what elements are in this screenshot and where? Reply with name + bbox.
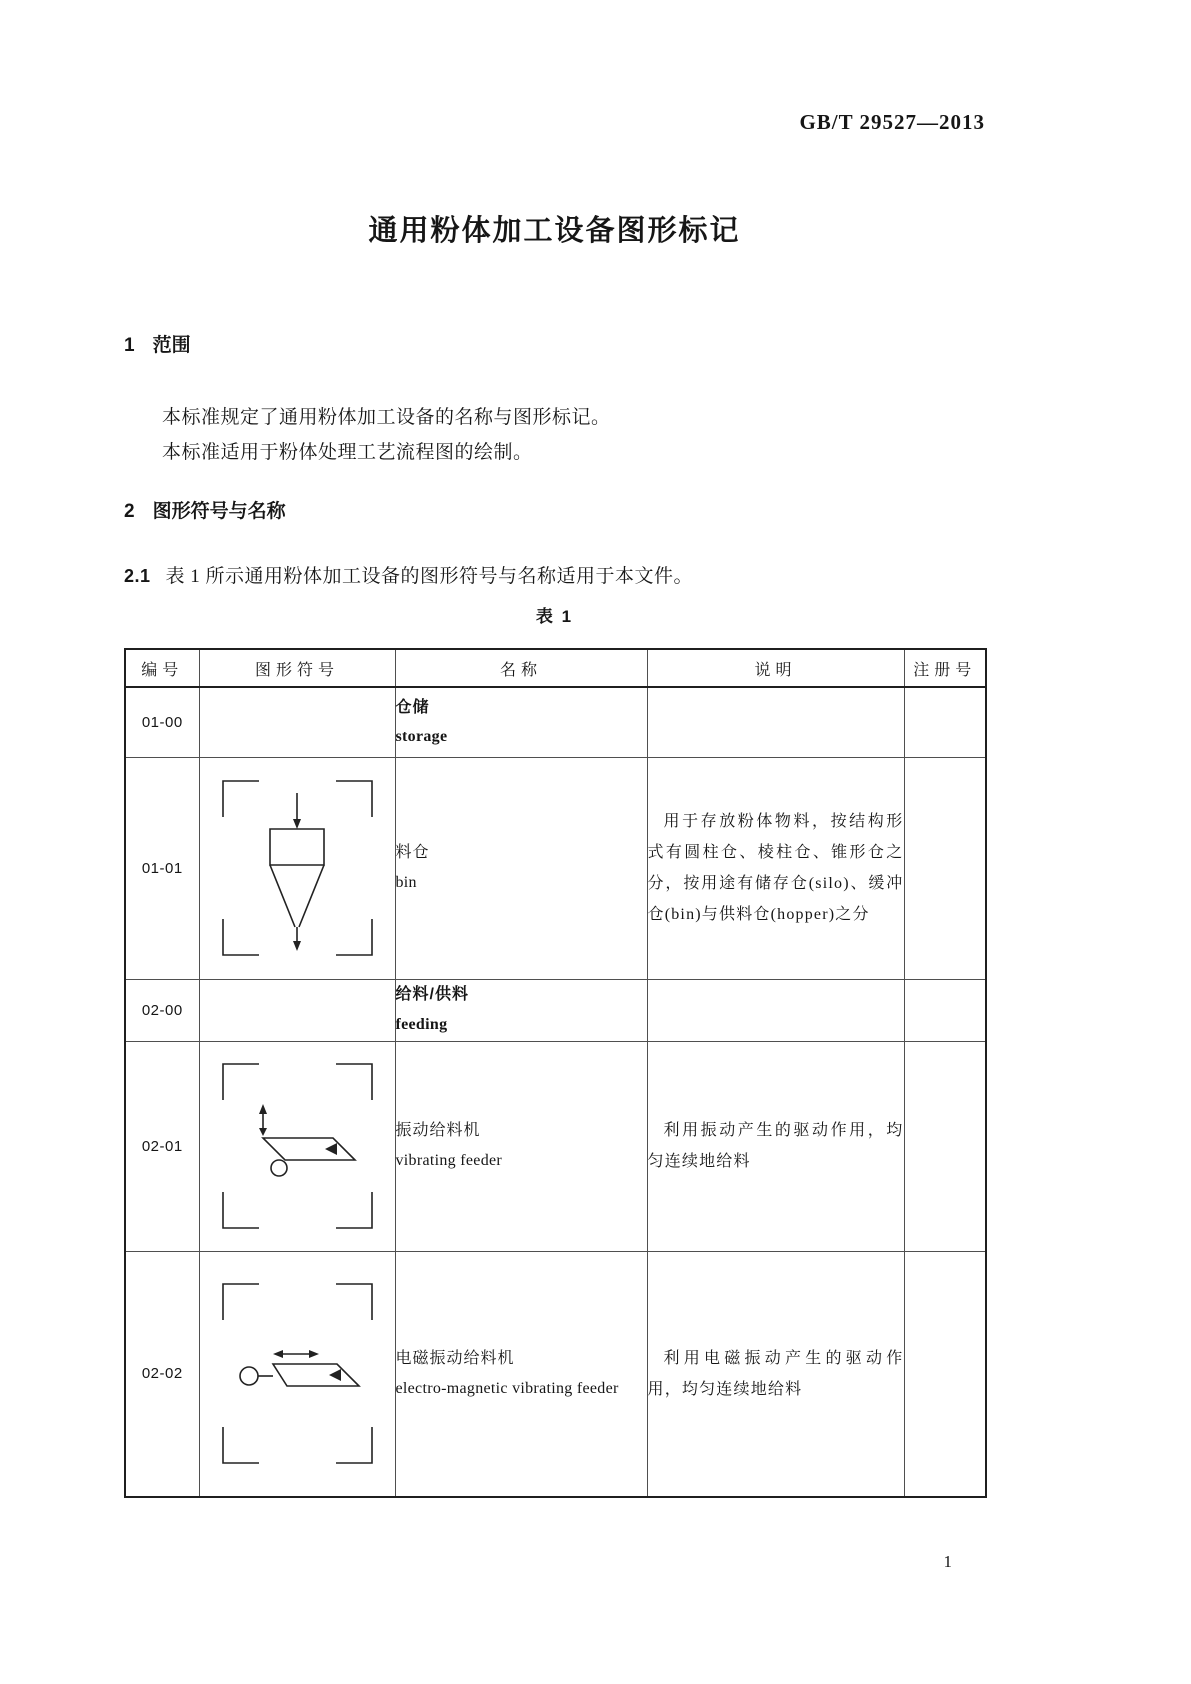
description-cell: 用于存放粉体物料，按结构形式有圆柱仓、棱柱仓、锥形仓之分，按用途有储存仓(silo)、缓冲仓(bin)与供料仓(hopper)之分 bbox=[647, 757, 904, 979]
registration-cell bbox=[904, 1251, 986, 1497]
equipment-name-en: electro-magnetic vibrating feeder bbox=[395, 1379, 619, 1397]
page-number: 1 bbox=[943, 1552, 952, 1571]
col-header-description: 说明 bbox=[647, 649, 904, 687]
equipment-name-cn: 料仓 bbox=[395, 844, 430, 862]
symbol-cell bbox=[199, 757, 395, 979]
section-2-heading bbox=[124, 496, 286, 523]
col-header-registration: 注册号 bbox=[904, 649, 986, 687]
table-caption: 表 1 bbox=[535, 607, 574, 626]
registration-cell bbox=[904, 757, 986, 979]
category-name-en: feeding bbox=[395, 1016, 448, 1033]
table-row bbox=[125, 687, 986, 757]
registration-cell bbox=[904, 979, 986, 1041]
table-header-row bbox=[125, 649, 986, 687]
description-cell: 利用电磁振动产生的驱动作用，均匀连续地给料 bbox=[647, 1251, 904, 1497]
table-row bbox=[125, 1041, 986, 1251]
scope-paragraph-1: 本标准规定了通用粉体加工设备的名称与图形标记。 bbox=[162, 407, 611, 428]
section-2-title: 图形符号与名称 bbox=[152, 501, 286, 522]
name-cell bbox=[395, 979, 647, 1041]
document-title: 通用粉体加工设备图形标记 bbox=[368, 215, 741, 247]
col-header-name: 名称 bbox=[395, 649, 647, 687]
section-1-title: 范围 bbox=[152, 335, 191, 356]
equipment-name-cn: 振动给料机 bbox=[395, 1122, 481, 1140]
symbols-table bbox=[124, 648, 987, 1498]
equipment-name-en: bin bbox=[395, 874, 417, 891]
electro-magnetic-vibrating-feeder-symbol-icon bbox=[215, 1276, 380, 1471]
row-id: 02-00 bbox=[125, 979, 199, 1041]
name-cell bbox=[395, 687, 647, 757]
description-cell bbox=[647, 687, 904, 757]
table-row bbox=[125, 979, 986, 1041]
col-header-symbol: 图形符号 bbox=[199, 649, 395, 687]
standard-code: GB/T 29527—2013 bbox=[799, 110, 985, 134]
clause-2-1 bbox=[124, 561, 904, 588]
symbol-cell-empty bbox=[199, 687, 395, 757]
clause-2-1-text: 表 1 所示通用粉体加工设备的图形符号与名称适用于本文件。 bbox=[165, 566, 694, 587]
bin-symbol-icon bbox=[215, 773, 380, 963]
category-name-cn: 给料/供料 bbox=[395, 986, 469, 1004]
name-cell bbox=[395, 757, 647, 979]
category-name-cn: 仓储 bbox=[395, 698, 430, 716]
col-header-id: 编号 bbox=[125, 649, 199, 687]
row-id: 01-00 bbox=[125, 687, 199, 757]
row-id: 01-01 bbox=[125, 757, 199, 979]
symbol-cell bbox=[199, 1041, 395, 1251]
description-cell bbox=[647, 979, 904, 1041]
description-cell: 利用振动产生的驱动作用，均匀连续地给料 bbox=[647, 1041, 904, 1251]
equipment-name-cn: 电磁振动给料机 bbox=[395, 1350, 515, 1368]
category-name-en: storage bbox=[395, 728, 448, 746]
row-id: 02-02 bbox=[125, 1251, 199, 1497]
name-cell bbox=[395, 1251, 647, 1497]
name-cell bbox=[395, 1041, 647, 1251]
vibrating-feeder-symbol-icon bbox=[215, 1056, 380, 1236]
table-row bbox=[125, 1251, 986, 1497]
scope-paragraph-2: 本标准适用于粉体处理工艺流程图的绘制。 bbox=[162, 442, 533, 463]
clause-2-1-number: 2.1 bbox=[124, 566, 151, 586]
symbol-cell bbox=[199, 1251, 395, 1497]
section-1-number: 1 bbox=[124, 335, 135, 356]
section-2-number: 2 bbox=[124, 501, 135, 522]
section-1-heading bbox=[124, 330, 191, 357]
table-row bbox=[125, 757, 986, 979]
registration-cell bbox=[904, 687, 986, 757]
equipment-name-en: vibrating feeder bbox=[395, 1152, 503, 1169]
symbol-cell-empty bbox=[199, 979, 395, 1041]
registration-cell bbox=[904, 1041, 986, 1251]
row-id: 02-01 bbox=[125, 1041, 199, 1251]
